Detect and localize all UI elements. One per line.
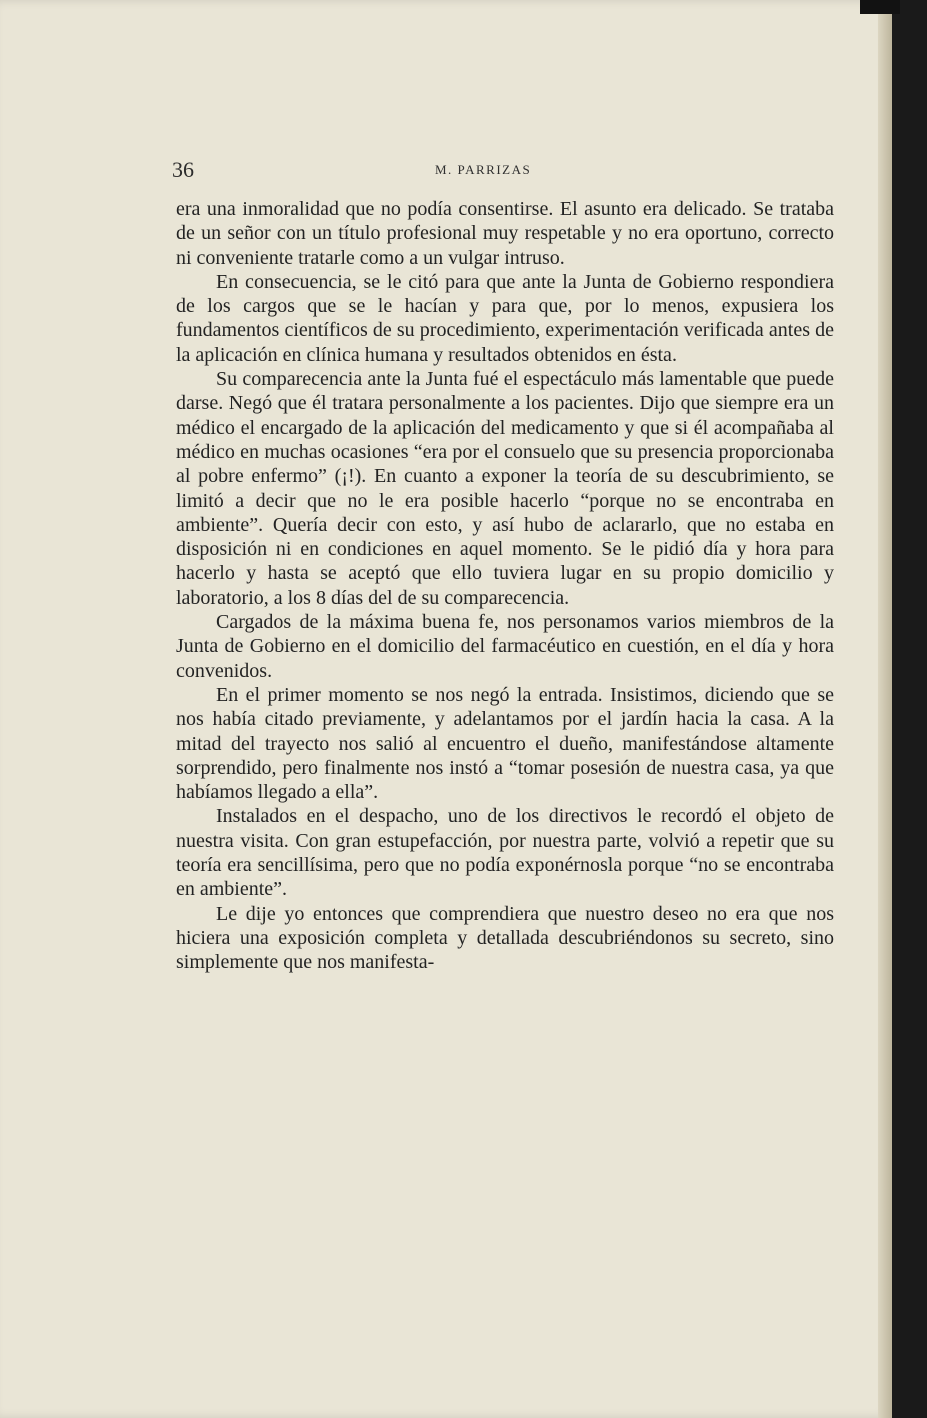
page-edge [878,0,892,1418]
paragraph-6: Instalados en el despacho, uno de los directivos le recordó el objeto de nuestra visita. Con gran estupefacción, por nuestra parte, volvió a repetir que su teoría era sencillísima, pero que no podía exponérnosla porque “no se encontraba en ambiente”. [176,805,834,901]
paragraph-2: En consecuencia, se le citó para que ante la Junta de Gobierno respondiera de los cargos que se le hacían y para que, por lo menos, expusiera los fundamentos científicos de su procedimiento, experimentación verificada antes de la aplicación en clínica humana y resultados obtenidos en ésta. [176,270,834,366]
body-text [176,197,834,975]
paragraph-5: En el primer momento se nos negó la entrada. Insistimos, diciendo que se nos había citado previamente, y adelantamos por el jardín hacia la casa. A la mitad del trayecto nos salió al encuentro el dueño, manifestándose altamente sorprendido, pero finalmente nos instó a “tomar posesión de nuestra casa, ya que habíamos llegado a ella”. [176,683,834,804]
page-corner-shadow [860,0,900,14]
paragraph-7: Le dije yo entonces que comprendiera que nuestro deseo no era que nos hiciera una exposición completa y detallada descubriéndonos su secreto, sino simplemente que nos manifesta- [176,902,834,974]
page-number: 36 [172,157,194,182]
paragraph-4: Cargados de la máxima buena fe, nos personamos varios miembros de la Junta de Gobierno en el domicilio del farmacéutico en cuestión, en el día y hora convenidos. [176,611,834,682]
paragraph-3: Su comparecencia ante la Junta fué el espectáculo más lamentable que puede darse. Negó que él tratara personalmente a los pacientes. Dijo que siempre era un médico el encargado de la aplicación del medicamento y que si él acompañaba al médico en muchas ocasiones “era por el consuelo que su presencia proporcionaba al pobre enfermo” (¡!). En cuanto a exponer la teoría de su descubrimiento, se limitó a decir que no le era posible hacerlo “porque no se encontraba en ambiente”. Quería decir con esto, y así hubo de aclararlo, que no estaba en disposición ni en condiciones en aquel momento. Se le pidió día y hora para hacerlo y hasta se aceptó que ello tuviera lugar en su propio domicilio y laboratorio, a los 8 días del de su comparecencia. [176,368,834,609]
paragraph-1: era una inmoralidad que no podía consentirse. El asunto era delicado. Se trataba de un señor con un título profesional muy respetable y no era oportuno, correcto ni conveniente tratarle como a un vulgar intruso. [176,198,834,269]
running-head: M. PARRIZAS [435,162,532,177]
